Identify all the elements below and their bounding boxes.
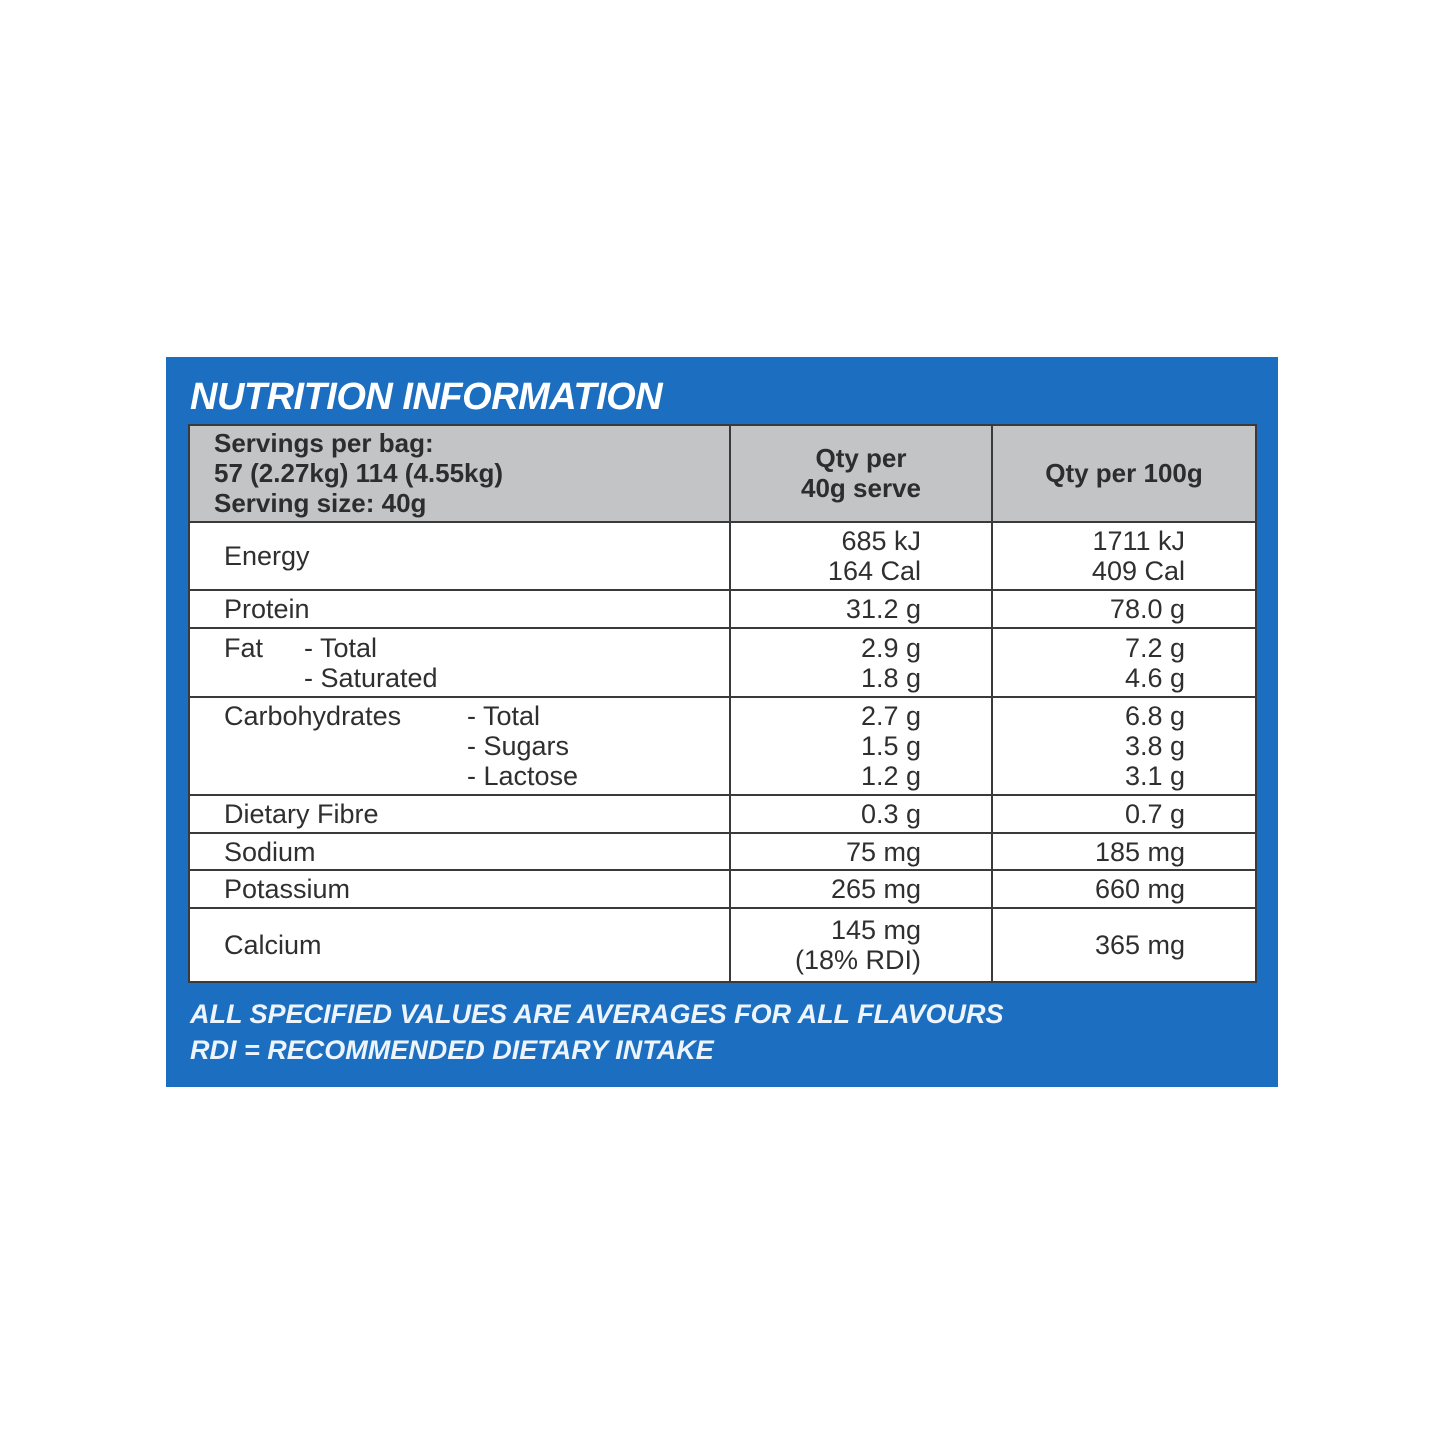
carbohydrates-sub-sugars: - Sugars — [467, 730, 570, 761]
carbs-sugars-per-100g: 3.8 g — [1124, 730, 1185, 761]
calcium-per-100g — [992, 908, 1256, 982]
row-label-protein: Protein — [189, 590, 730, 628]
sodium-per-100g — [992, 833, 1256, 870]
fat-saturated-per-100g: 4.6 g — [1124, 662, 1185, 693]
calcium-per-serve — [730, 908, 992, 982]
row-label-potassium: Potassium — [189, 870, 730, 908]
carbohydrates-per-100g — [992, 697, 1256, 795]
footnote-rdi-definition: RDI = RECOMMENDED DIETARY INTAKE — [190, 1035, 714, 1065]
fat-total-per-serve: 2.9 g — [860, 632, 921, 663]
nutrition-table — [188, 424, 1257, 983]
fibre-per-serve-value: 0.3 g — [860, 798, 921, 829]
servings-info — [189, 425, 730, 522]
energy-kj-per-serve: 685 kJ — [841, 525, 921, 556]
nutrition-panel — [166, 357, 1278, 1087]
fat-total-per-100g: 7.2 g — [1124, 632, 1185, 663]
carbohydrates-sub-lactose: - Lactose — [467, 760, 579, 791]
table-row-protein — [189, 590, 1256, 628]
sodium-per-serve-value: 75 mg — [845, 836, 921, 867]
fat-per-serve — [730, 628, 992, 696]
carbs-sugars-per-serve: 1.5 g — [860, 730, 921, 761]
energy-kj-per-100g: 1711 kJ — [1092, 525, 1185, 556]
fat-per-100g — [992, 628, 1256, 696]
row-label-carbohydrates — [189, 697, 730, 795]
footnote-averages: ALL SPECIFIED VALUES ARE AVERAGES FOR ALL FLAVOURS — [190, 999, 1004, 1029]
calcium-rdi-per-serve: (18% RDI) — [794, 945, 921, 976]
table-row-fat — [189, 628, 1256, 696]
carbs-total-per-100g: 6.8 g — [1124, 700, 1185, 731]
column-header-per-serve-line2: 40g serve — [801, 473, 921, 504]
table-row-potassium — [189, 870, 1256, 908]
sodium-per-100g-value: 185 mg — [1094, 836, 1185, 867]
table-header-row — [189, 425, 1256, 522]
protein-per-serve — [730, 590, 992, 628]
fat-label: Fat — [224, 632, 264, 663]
carbohydrates-sub-total: - Total — [467, 700, 541, 731]
potassium-per-100g-value: 660 mg — [1094, 874, 1185, 905]
energy-cal-per-serve: 164 Cal — [827, 555, 921, 586]
column-header-per-serve-line1: Qty per — [815, 443, 907, 474]
table-row-energy — [189, 522, 1256, 590]
potassium-per-serve-value: 265 mg — [830, 874, 921, 905]
table-row-sodium — [189, 833, 1256, 870]
table-row-calcium — [189, 908, 1256, 982]
energy-per-serve — [730, 522, 992, 590]
potassium-per-serve — [730, 870, 992, 908]
column-header-per-100g: Qty per 100g — [992, 425, 1256, 522]
servings-per-bag-label: Servings per bag: — [214, 428, 434, 459]
serving-size: Serving size: 40g — [214, 488, 427, 519]
table-row-carbohydrates — [189, 697, 1256, 795]
panel-title: NUTRITION INFORMATION — [190, 376, 663, 418]
column-header-per-serve — [730, 425, 992, 522]
table-row-dietary-fibre — [189, 795, 1256, 833]
carbs-lactose-per-100g: 3.1 g — [1124, 760, 1185, 791]
carbs-total-per-serve: 2.7 g — [860, 700, 921, 731]
fat-sub-total: - Total — [304, 632, 378, 663]
energy-per-100g — [992, 522, 1256, 590]
energy-cal-per-100g: 409 Cal — [1091, 555, 1185, 586]
row-label-dietary-fibre: Dietary Fibre — [189, 795, 730, 833]
carbohydrates-per-serve — [730, 697, 992, 795]
carbohydrates-label: Carbohydrates — [224, 700, 402, 731]
servings-per-bag-value: 57 (2.27kg) 114 (4.55kg) — [214, 458, 504, 489]
calcium-per-100g-value: 365 mg — [1094, 930, 1185, 961]
row-label-fat — [189, 628, 730, 696]
potassium-per-100g — [992, 870, 1256, 908]
row-label-sodium: Sodium — [189, 833, 730, 870]
fibre-per-100g-value: 0.7 g — [1124, 798, 1185, 829]
protein-per-100g — [992, 590, 1256, 628]
row-label-calcium: Calcium — [189, 908, 730, 982]
calcium-mg-per-serve: 145 mg — [830, 915, 921, 946]
protein-per-100g-value: 78.0 g — [1109, 594, 1185, 625]
footnotes — [190, 996, 1004, 1068]
fat-sub-saturated: - Saturated — [304, 662, 438, 693]
protein-per-serve-value: 31.2 g — [845, 594, 921, 625]
sodium-per-serve — [730, 833, 992, 870]
row-label-energy: Energy — [189, 522, 730, 590]
carbs-lactose-per-serve: 1.2 g — [860, 760, 921, 791]
fat-saturated-per-serve: 1.8 g — [860, 662, 921, 693]
fibre-per-serve — [730, 795, 992, 833]
fibre-per-100g — [992, 795, 1256, 833]
